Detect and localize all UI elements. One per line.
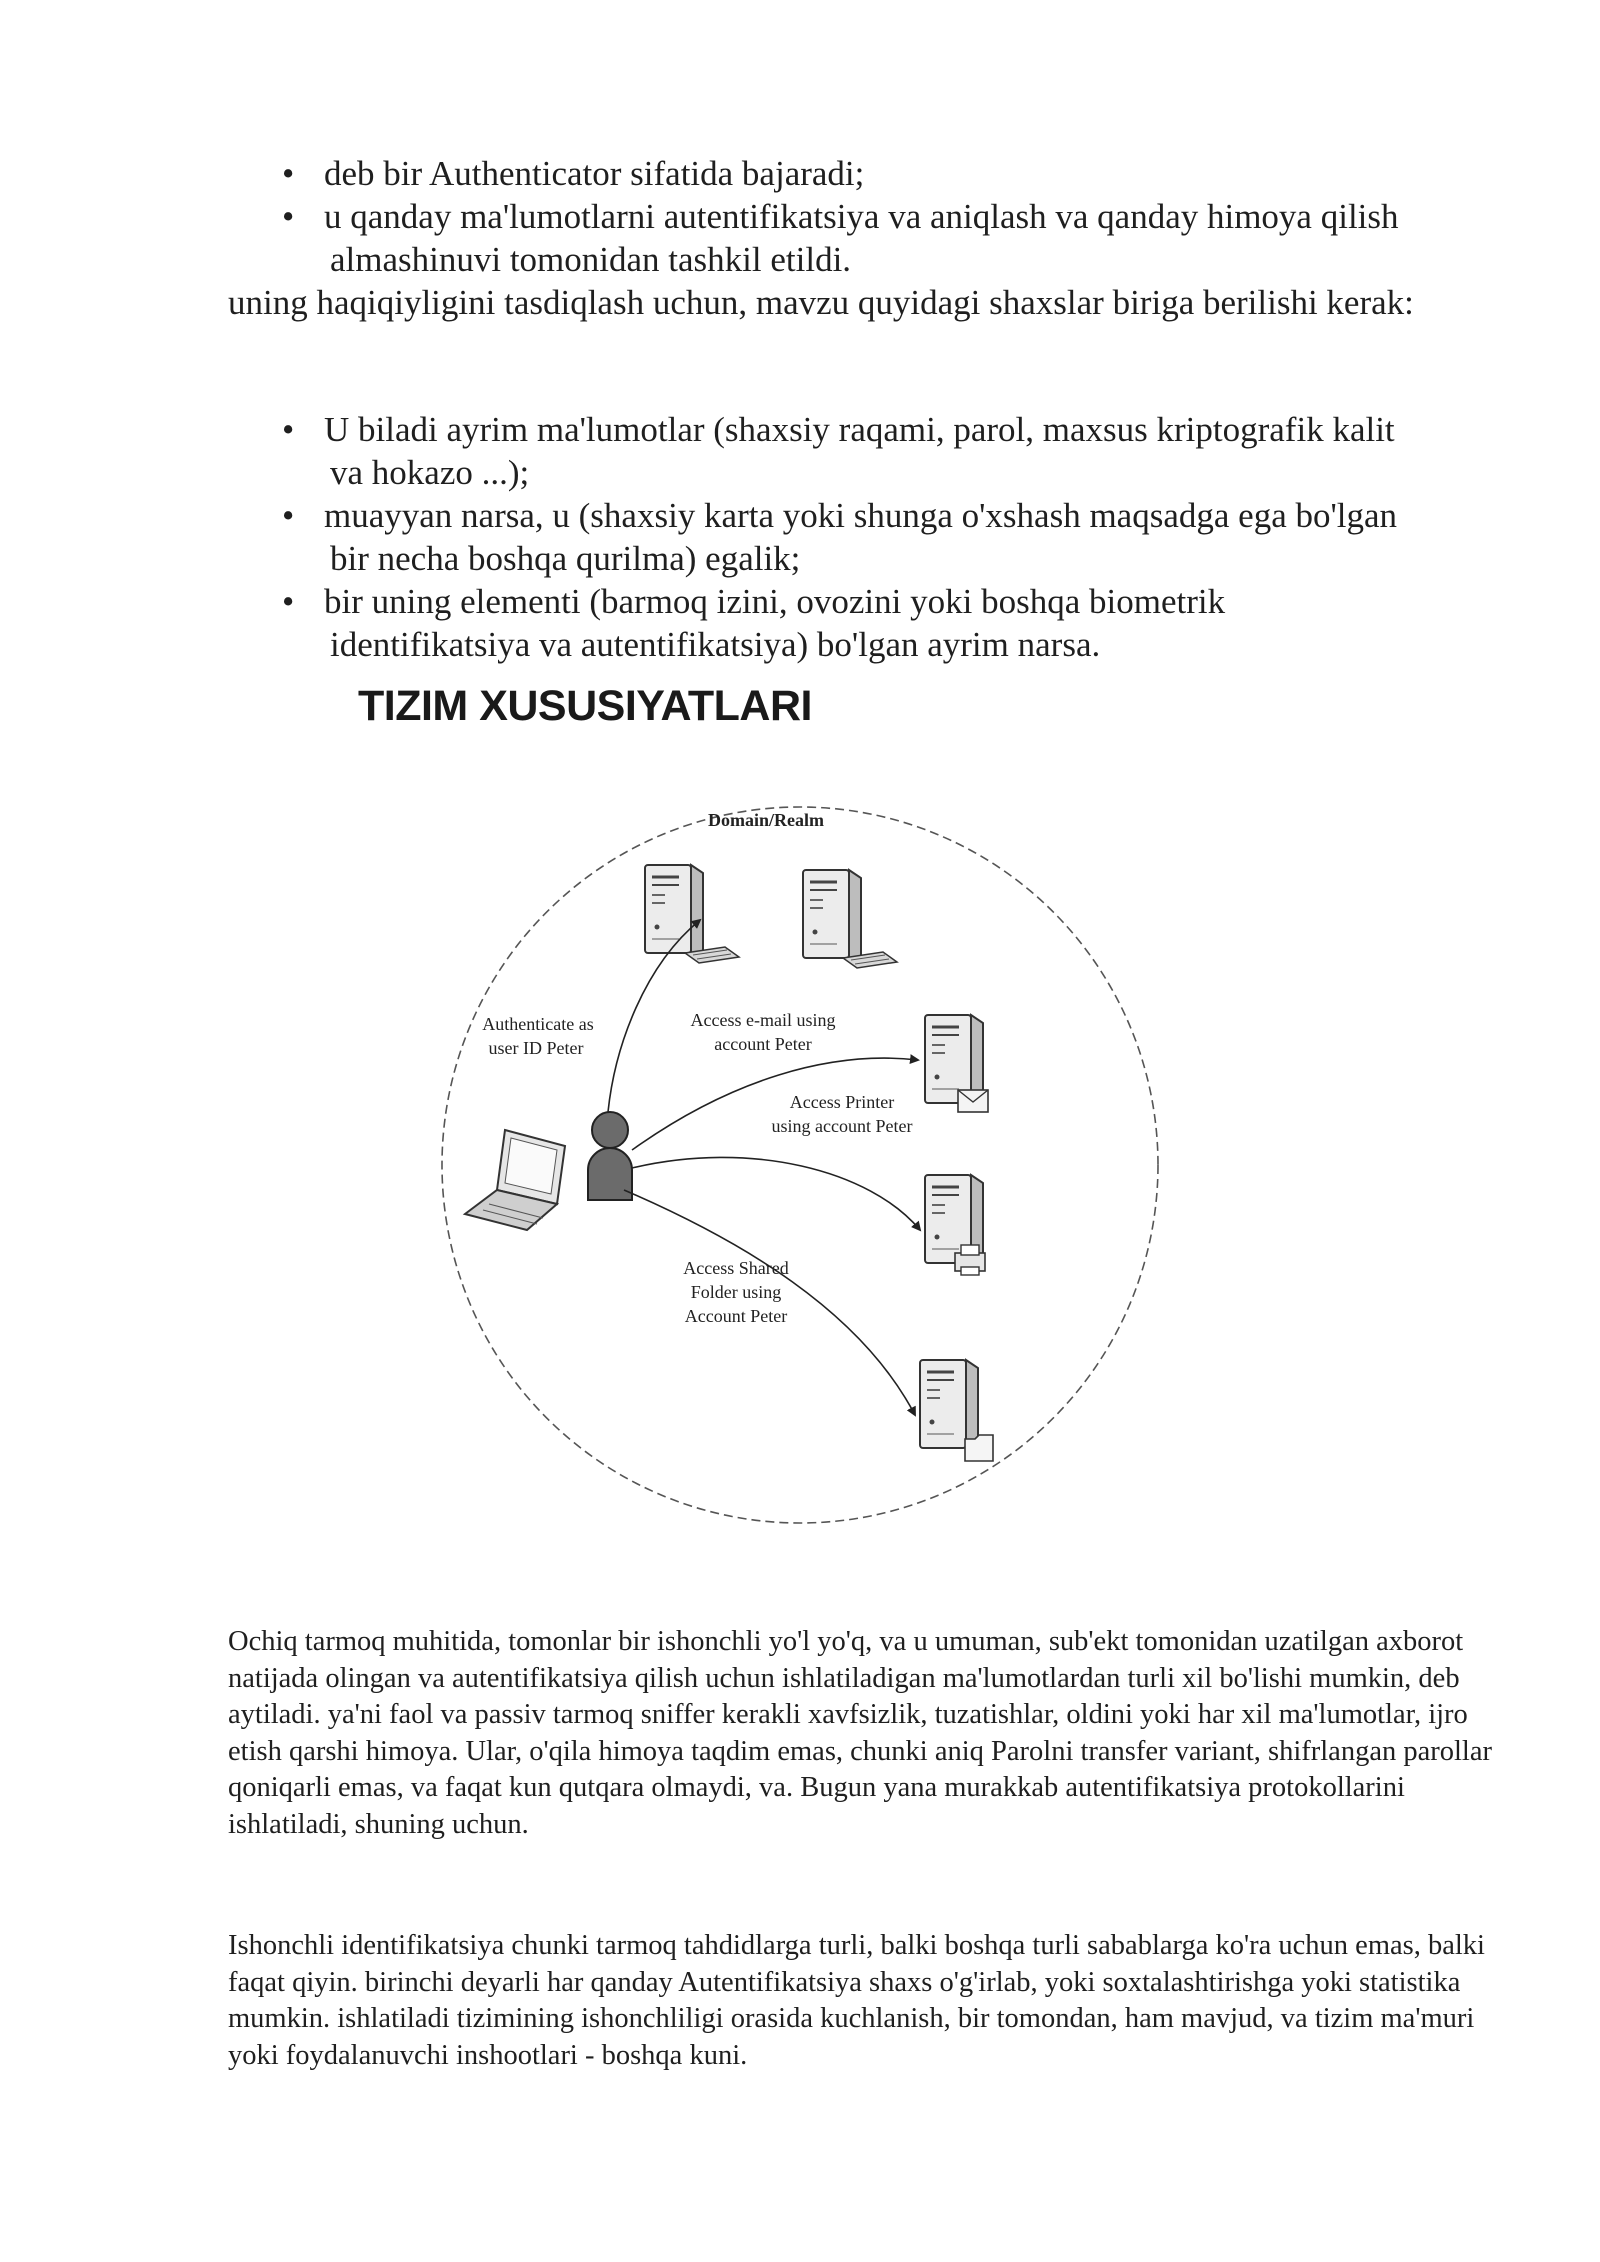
folder-icon (965, 1435, 993, 1461)
bullet-text-continued: bir necha boshqa qurilma) egalik; (330, 539, 801, 578)
figure-title: TIZIM XUSUSIYATLARI (358, 682, 812, 730)
domain-diagram (410, 790, 1210, 1550)
bullet-text: u qanday ma'lumotlarni autentifikatsiya va aniqlash va qanday himoya qilish (324, 197, 1399, 236)
bullet-item (228, 408, 1518, 494)
label-authenticate-1: Authenticate as (482, 1014, 594, 1034)
mail-icon (958, 1090, 988, 1112)
bullet-text-continued: va hokazo ...); (330, 453, 530, 492)
label-printer-2: using account Peter (771, 1116, 913, 1136)
label-printer-1: Access Printer (789, 1092, 895, 1112)
server-icon (645, 865, 739, 963)
bullet-item (228, 195, 1518, 281)
bullet-marker: • (282, 410, 295, 449)
user-icon (588, 1112, 632, 1200)
label-email-1: Access e-mail using (690, 1010, 836, 1030)
label-shared-3: Account Peter (684, 1306, 788, 1326)
bullet-text-continued: almashinuvi tomonidan tashkil etildi. (330, 240, 852, 279)
intro-paragraph: uning haqiqiyligini tasdiqlash uchun, mavzu quyidagi shaxslar biriga berilishi kerak: (228, 283, 1414, 322)
label-shared-1: Access Shared (683, 1258, 789, 1278)
bullet-text: U biladi ayrim ma'lumotlar (shaxsiy raqami, parol, maxsus kriptografik kalit (324, 410, 1395, 449)
bullet-item (228, 152, 1518, 195)
label-email-2: account Peter (714, 1034, 812, 1054)
domain-label: Domain/Realm (708, 810, 824, 830)
bullet-marker: • (282, 154, 295, 193)
label-authenticate-2: user ID Peter (488, 1038, 584, 1058)
label-shared-2: Folder using (690, 1282, 782, 1302)
printer-arrow (632, 1157, 920, 1230)
bullet-text: muayyan narsa, u (shaxsiy karta yoki shunga o'xshash maqsadga ega bo'lgan (324, 496, 1398, 535)
bullet-item (228, 494, 1518, 580)
bullet-marker: • (282, 197, 295, 236)
server-icon (803, 870, 897, 968)
bullet-item (228, 580, 1518, 666)
server-icon (920, 1360, 978, 1452)
paragraph-reliable-identification: Ishonchli identifikatsiya chunki tarmoq tahdidlarga turli, balki boshqa turli sabablarga ko'ra uchun emas, balki faqat qiyin. birinchi deyarli har qanday Autentifikatsiya shaxs o'g'irlab, yoki soxtalashtirishga yoki statistika mumkin. ishlatiladi tizimining ishonchliligi orasida kuchlanish, bir tomondan, ham mavjud, va tizim ma'muri yoki foydalanuvchi inshootlari - boshqa kuni. (228, 1930, 1485, 2071)
bullet-marker: • (282, 582, 295, 621)
laptop-icon (465, 1130, 565, 1230)
shared-folder-arrow (624, 1190, 915, 1415)
top-bullet-list (228, 152, 1518, 281)
factor-bullet-list (228, 408, 1518, 666)
bullet-text: deb bir Authenticator sifatida bajaradi; (324, 154, 865, 193)
bullet-text: bir uning elementi (barmoq izini, ovozini yoki boshqa biometrik (324, 582, 1226, 621)
paragraph-open-network: Ochiq tarmoq muhitida, tomonlar bir ishonchli yo'l yo'q, va u umuman, sub'ekt tomonidan uzatilgan axborot natijada olingan va autentifikatsiya qilish uchun ishlatiladigan ma'lumotlardan turli xil bo'lishi mumkin, deb aytiladi. ya'ni faol va passiv tarmoq sniffer kerakli xavfsizlik, tuzatishlar, oldini yoki har xil ma'lumotlar, ijro etish qarshi himoya. Ular, o'qila himoya taqdim emas, chunki aniq Parolni transfer variant, shifrlangan parollar qoniqarli emas, va faqat kun qutqara olmaydi, va. Bugun yana murakkab autentifikatsiya protokollarini ishlatiladi, shuning uchun. (228, 1626, 1492, 1840)
bullet-text-continued: identifikatsiya va autentifikatsiya) bo'lgan ayrim narsa. (330, 625, 1101, 664)
bullet-marker: • (282, 496, 295, 535)
